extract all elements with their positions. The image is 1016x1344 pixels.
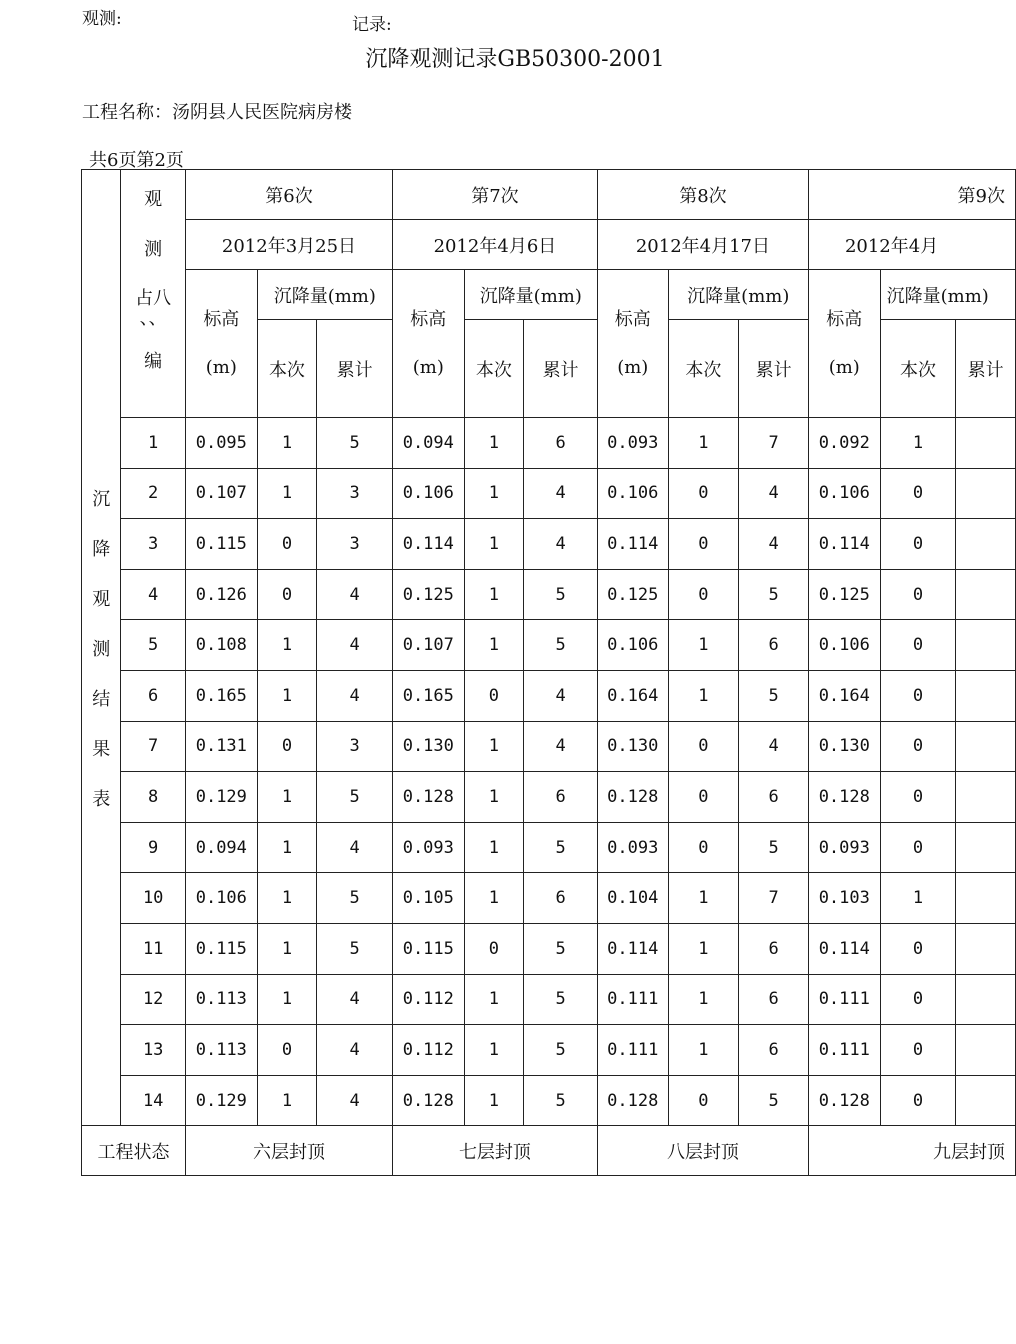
elevation-cell: 0.164: [597, 670, 668, 721]
this-time-cell: 0: [257, 721, 317, 772]
elevation-cell: 0.114: [597, 519, 668, 570]
this-time-cell: 0: [257, 569, 317, 620]
cumulative-cell: [956, 974, 1016, 1025]
table-row: [82, 873, 1016, 924]
this-time-cell: 1: [257, 468, 317, 519]
this-time-cell: 1: [668, 670, 739, 721]
this-time-cell: 1: [464, 721, 524, 772]
elevation-cell: 0.113: [185, 974, 257, 1025]
elevation-cell: 0.129: [185, 1075, 257, 1126]
this-time-cell: 1: [464, 620, 524, 671]
cumulative-header: 累计: [317, 320, 393, 418]
point-number-cell: 6: [121, 670, 186, 721]
this-time-header: 本次: [880, 320, 956, 418]
elevation-cell: 0.106: [392, 468, 464, 519]
this-time-cell: 1: [257, 1075, 317, 1126]
cumulative-cell: [956, 721, 1016, 772]
elevation-cell: 0.128: [808, 772, 880, 823]
this-time-cell: 0: [880, 569, 956, 620]
elevation-cell: 0.128: [597, 772, 668, 823]
elevation-cell: 0.130: [392, 721, 464, 772]
cumulative-cell: 5: [524, 1075, 598, 1126]
elevation-cell: 0.108: [185, 620, 257, 671]
cumulative-cell: 3: [317, 468, 393, 519]
cumulative-cell: 5: [524, 1025, 598, 1076]
table-row: [82, 468, 1016, 519]
cumulative-cell: [956, 418, 1016, 469]
point-number-cell: 5: [121, 620, 186, 671]
cumulative-cell: 4: [739, 519, 809, 570]
table-row: [82, 772, 1016, 823]
elevation-cell: 0.114: [597, 923, 668, 974]
elevation-header: 标高 (m): [392, 270, 464, 418]
elevation-cell: 0.165: [392, 670, 464, 721]
this-time-cell: 1: [464, 519, 524, 570]
point-number-cell: 7: [121, 721, 186, 772]
cumulative-cell: 5: [739, 670, 809, 721]
elevation-cell: 0.112: [392, 1025, 464, 1076]
elevation-cell: 0.104: [597, 873, 668, 924]
elevation-cell: 0.107: [392, 620, 464, 671]
settlement-table: [81, 169, 1016, 1176]
point-number-cell: 14: [121, 1075, 186, 1126]
elevation-cell: 0.094: [392, 418, 464, 469]
this-time-cell: 0: [668, 1075, 739, 1126]
point-number-cell: 10: [121, 873, 186, 924]
cumulative-cell: 5: [317, 772, 393, 823]
round-header: 第6次: [185, 170, 392, 220]
elevation-cell: 0.114: [808, 923, 880, 974]
elevation-cell: 0.106: [808, 468, 880, 519]
elevation-header: 标高 (m): [808, 270, 880, 418]
this-time-cell: 0: [880, 974, 956, 1025]
point-number-header: [121, 170, 186, 418]
elevation-cell: 0.130: [808, 721, 880, 772]
this-time-cell: 0: [464, 670, 524, 721]
this-time-cell: 0: [257, 1025, 317, 1076]
cumulative-cell: 4: [317, 1075, 393, 1126]
this-time-cell: 1: [257, 974, 317, 1025]
page-count: 共6页第2页: [89, 150, 184, 171]
cumulative-cell: [956, 519, 1016, 570]
table-row: [82, 974, 1016, 1025]
cumulative-cell: 3: [317, 519, 393, 570]
settlement-header: 沉降量(mm): [668, 270, 808, 320]
round-header: 第9次: [808, 170, 1015, 220]
cumulative-cell: 6: [524, 772, 598, 823]
elevation-cell: 0.093: [808, 822, 880, 873]
cumulative-cell: 6: [739, 923, 809, 974]
elevation-cell: 0.125: [597, 569, 668, 620]
cumulative-cell: 6: [524, 873, 598, 924]
cumulative-cell: 5: [524, 974, 598, 1025]
cumulative-cell: 6: [739, 620, 809, 671]
cumulative-cell: [956, 772, 1016, 823]
side-label-char: 果: [92, 739, 111, 760]
recorder-label: 记录:: [352, 15, 392, 35]
this-time-cell: 1: [464, 569, 524, 620]
elevation-cell: 0.093: [597, 418, 668, 469]
elevation-cell: 0.111: [597, 974, 668, 1025]
elevation-cell: 0.107: [185, 468, 257, 519]
cumulative-cell: 6: [739, 974, 809, 1025]
point-number-cell: 1: [121, 418, 186, 469]
elevation-cell: 0.113: [185, 1025, 257, 1076]
this-time-cell: 0: [880, 772, 956, 823]
date-header: 2012年4月17日: [597, 220, 808, 270]
side-label-char: 观: [92, 589, 111, 610]
elevation-cell: 0.094: [185, 822, 257, 873]
date-header: 2012年4月6日: [392, 220, 597, 270]
elevation-cell: 0.129: [185, 772, 257, 823]
elevation-cell: 0.106: [185, 873, 257, 924]
this-time-cell: 1: [257, 822, 317, 873]
this-time-cell: 1: [464, 974, 524, 1025]
this-time-cell: 0: [668, 721, 739, 772]
this-time-cell: 0: [464, 923, 524, 974]
cumulative-cell: 5: [739, 822, 809, 873]
cumulative-header: 累计: [956, 320, 1016, 418]
elevation-cell: 0.165: [185, 670, 257, 721]
observer-label: 观测:: [82, 9, 122, 29]
this-time-cell: 0: [880, 1075, 956, 1126]
cumulative-cell: 5: [739, 569, 809, 620]
elevation-cell: 0.115: [185, 923, 257, 974]
cumulative-cell: [956, 1025, 1016, 1076]
cumulative-cell: 4: [739, 721, 809, 772]
this-time-cell: 0: [257, 519, 317, 570]
point-number-cell: 9: [121, 822, 186, 873]
cumulative-cell: 5: [524, 822, 598, 873]
cumulative-cell: [956, 923, 1016, 974]
elevation-cell: 0.128: [392, 1075, 464, 1126]
elevation-cell: 0.131: [185, 721, 257, 772]
this-time-cell: 1: [257, 670, 317, 721]
cumulative-cell: [956, 569, 1016, 620]
status-cell: 九层封顶: [808, 1126, 1015, 1176]
elevation-cell: 0.093: [392, 822, 464, 873]
elevation-cell: 0.095: [185, 418, 257, 469]
cumulative-cell: 7: [739, 873, 809, 924]
elevation-cell: 0.114: [392, 519, 464, 570]
cumulative-cell: 4: [317, 974, 393, 1025]
this-time-cell: 0: [880, 519, 956, 570]
this-time-cell: 0: [668, 772, 739, 823]
this-time-cell: 1: [464, 772, 524, 823]
elevation-cell: 0.128: [808, 1075, 880, 1126]
table-row: [82, 923, 1016, 974]
cumulative-cell: 4: [524, 519, 598, 570]
elevation-cell: 0.111: [808, 1025, 880, 1076]
elevation-cell: 0.112: [392, 974, 464, 1025]
point-header-char: 测: [144, 239, 163, 260]
this-time-cell: 0: [668, 822, 739, 873]
side-label-char: 降: [92, 539, 111, 560]
round-header: 第8次: [597, 170, 808, 220]
table-row: [82, 620, 1016, 671]
this-time-cell: 1: [464, 1075, 524, 1126]
this-time-cell: 1: [257, 923, 317, 974]
this-time-cell: 0: [668, 519, 739, 570]
elevation-cell: 0.126: [185, 569, 257, 620]
elevation-cell: 0.128: [392, 772, 464, 823]
signature-line: [82, 4, 942, 35]
this-time-cell: 0: [880, 468, 956, 519]
this-time-header: 本次: [668, 320, 739, 418]
cumulative-cell: 4: [317, 670, 393, 721]
round-header: 第7次: [392, 170, 597, 220]
this-time-cell: 0: [880, 620, 956, 671]
this-time-cell: 0: [880, 670, 956, 721]
this-time-header: 本次: [257, 320, 317, 418]
cumulative-cell: 6: [524, 418, 598, 469]
point-header-char: 观: [144, 189, 163, 210]
this-time-cell: 0: [880, 822, 956, 873]
cumulative-cell: [956, 822, 1016, 873]
page-title: 沉降观测记录GB50300-2001: [365, 47, 665, 72]
point-header-char: 编: [144, 351, 163, 372]
elevation-cell: 0.111: [597, 1025, 668, 1076]
cumulative-cell: 4: [317, 569, 393, 620]
elevation-header: 标高 (m): [597, 270, 668, 418]
cumulative-cell: 5: [524, 620, 598, 671]
cumulative-cell: 4: [524, 670, 598, 721]
this-time-cell: 1: [464, 418, 524, 469]
elevation-cell: 0.111: [808, 974, 880, 1025]
elevation-cell: 0.114: [808, 519, 880, 570]
elevation-cell: 0.115: [185, 519, 257, 570]
this-time-cell: 0: [668, 468, 739, 519]
elevation-cell: 0.164: [808, 670, 880, 721]
this-time-cell: 0: [880, 1025, 956, 1076]
this-time-cell: 1: [464, 873, 524, 924]
this-time-cell: 1: [257, 772, 317, 823]
table-row: [82, 519, 1016, 570]
side-label-char: 表: [92, 789, 111, 810]
this-time-header: 本次: [464, 320, 524, 418]
point-header-char: 、、: [139, 308, 167, 329]
cumulative-cell: 3: [317, 721, 393, 772]
cumulative-cell: 6: [739, 1025, 809, 1076]
this-time-cell: 0: [880, 923, 956, 974]
cumulative-cell: [956, 468, 1016, 519]
this-time-cell: 1: [668, 418, 739, 469]
elevation-cell: 0.125: [392, 569, 464, 620]
point-number-cell: 11: [121, 923, 186, 974]
cumulative-cell: 4: [317, 620, 393, 671]
cumulative-cell: 5: [524, 923, 598, 974]
cumulative-cell: 5: [317, 873, 393, 924]
elevation-cell: 0.128: [597, 1075, 668, 1126]
cumulative-cell: [956, 620, 1016, 671]
elevation-cell: 0.106: [597, 620, 668, 671]
settlement-header: 沉降量(mm): [464, 270, 597, 320]
cumulative-cell: 4: [739, 468, 809, 519]
cumulative-cell: 5: [317, 418, 393, 469]
elevation-cell: 0.105: [392, 873, 464, 924]
elevation-cell: 0.115: [392, 923, 464, 974]
status-row: [82, 1126, 1016, 1176]
elevation-cell: 0.093: [597, 822, 668, 873]
elevation-cell: 0.092: [808, 418, 880, 469]
cumulative-cell: 7: [739, 418, 809, 469]
this-time-cell: 1: [668, 1025, 739, 1076]
point-number-cell: 4: [121, 569, 186, 620]
table-row: [82, 569, 1016, 620]
side-label-char: 结: [92, 689, 111, 710]
cumulative-cell: 4: [317, 1025, 393, 1076]
cumulative-cell: 5: [739, 1075, 809, 1126]
table-row: [82, 822, 1016, 873]
point-number-cell: 2: [121, 468, 186, 519]
point-number-cell: 13: [121, 1025, 186, 1076]
elevation-cell: 0.125: [808, 569, 880, 620]
elevation-cell: 0.106: [808, 620, 880, 671]
cumulative-cell: 4: [524, 721, 598, 772]
table-row: [82, 418, 1016, 469]
side-label: [82, 170, 121, 1126]
elevation-header: 标高 (m): [185, 270, 257, 418]
settlement-header: 沉降量(mm): [880, 270, 1015, 320]
elevation-cell: 0.106: [597, 468, 668, 519]
this-time-cell: 1: [880, 873, 956, 924]
cumulative-cell: [956, 1075, 1016, 1126]
this-time-cell: 1: [257, 418, 317, 469]
this-time-cell: 0: [880, 721, 956, 772]
elevation-cell: 0.130: [597, 721, 668, 772]
status-cell: 七层封顶: [392, 1126, 597, 1176]
settlement-table-container: [81, 169, 1005, 1181]
cumulative-cell: 5: [317, 923, 393, 974]
cumulative-cell: 5: [524, 569, 598, 620]
settlement-header: 沉降量(mm): [257, 270, 392, 320]
this-time-cell: 1: [464, 1025, 524, 1076]
table-row: [82, 1025, 1016, 1076]
cumulative-cell: 4: [524, 468, 598, 519]
this-time-cell: 1: [668, 620, 739, 671]
table-row: [82, 670, 1016, 721]
project-name: 工程名称：汤阴县人民医院病房楼: [82, 102, 352, 123]
this-time-cell: 1: [880, 418, 956, 469]
table-row: [82, 721, 1016, 772]
this-time-cell: 1: [668, 974, 739, 1025]
table-row: [82, 1075, 1016, 1126]
this-time-cell: 1: [464, 468, 524, 519]
cumulative-cell: [956, 670, 1016, 721]
point-header-char: 占八: [135, 288, 172, 309]
cumulative-cell: 6: [739, 772, 809, 823]
cumulative-cell: 4: [317, 822, 393, 873]
elevation-cell: 0.103: [808, 873, 880, 924]
status-cell: 六层封顶: [185, 1126, 392, 1176]
side-label-char: 测: [92, 639, 111, 660]
cumulative-cell: [956, 873, 1016, 924]
point-number-cell: 3: [121, 519, 186, 570]
this-time-cell: 1: [464, 822, 524, 873]
cumulative-header: 累计: [524, 320, 598, 418]
point-number-cell: 8: [121, 772, 186, 823]
this-time-cell: 0: [668, 569, 739, 620]
this-time-cell: 1: [668, 873, 739, 924]
cumulative-header: 累计: [739, 320, 809, 418]
status-label: 工程状态: [82, 1126, 186, 1176]
side-label-char: 沉: [92, 489, 111, 510]
date-header: 2012年4月: [808, 220, 1015, 270]
status-cell: 八层封顶: [597, 1126, 808, 1176]
this-time-cell: 1: [668, 923, 739, 974]
date-header: 2012年3月25日: [185, 220, 392, 270]
this-time-cell: 1: [257, 873, 317, 924]
point-number-cell: 12: [121, 974, 186, 1025]
this-time-cell: 1: [257, 620, 317, 671]
